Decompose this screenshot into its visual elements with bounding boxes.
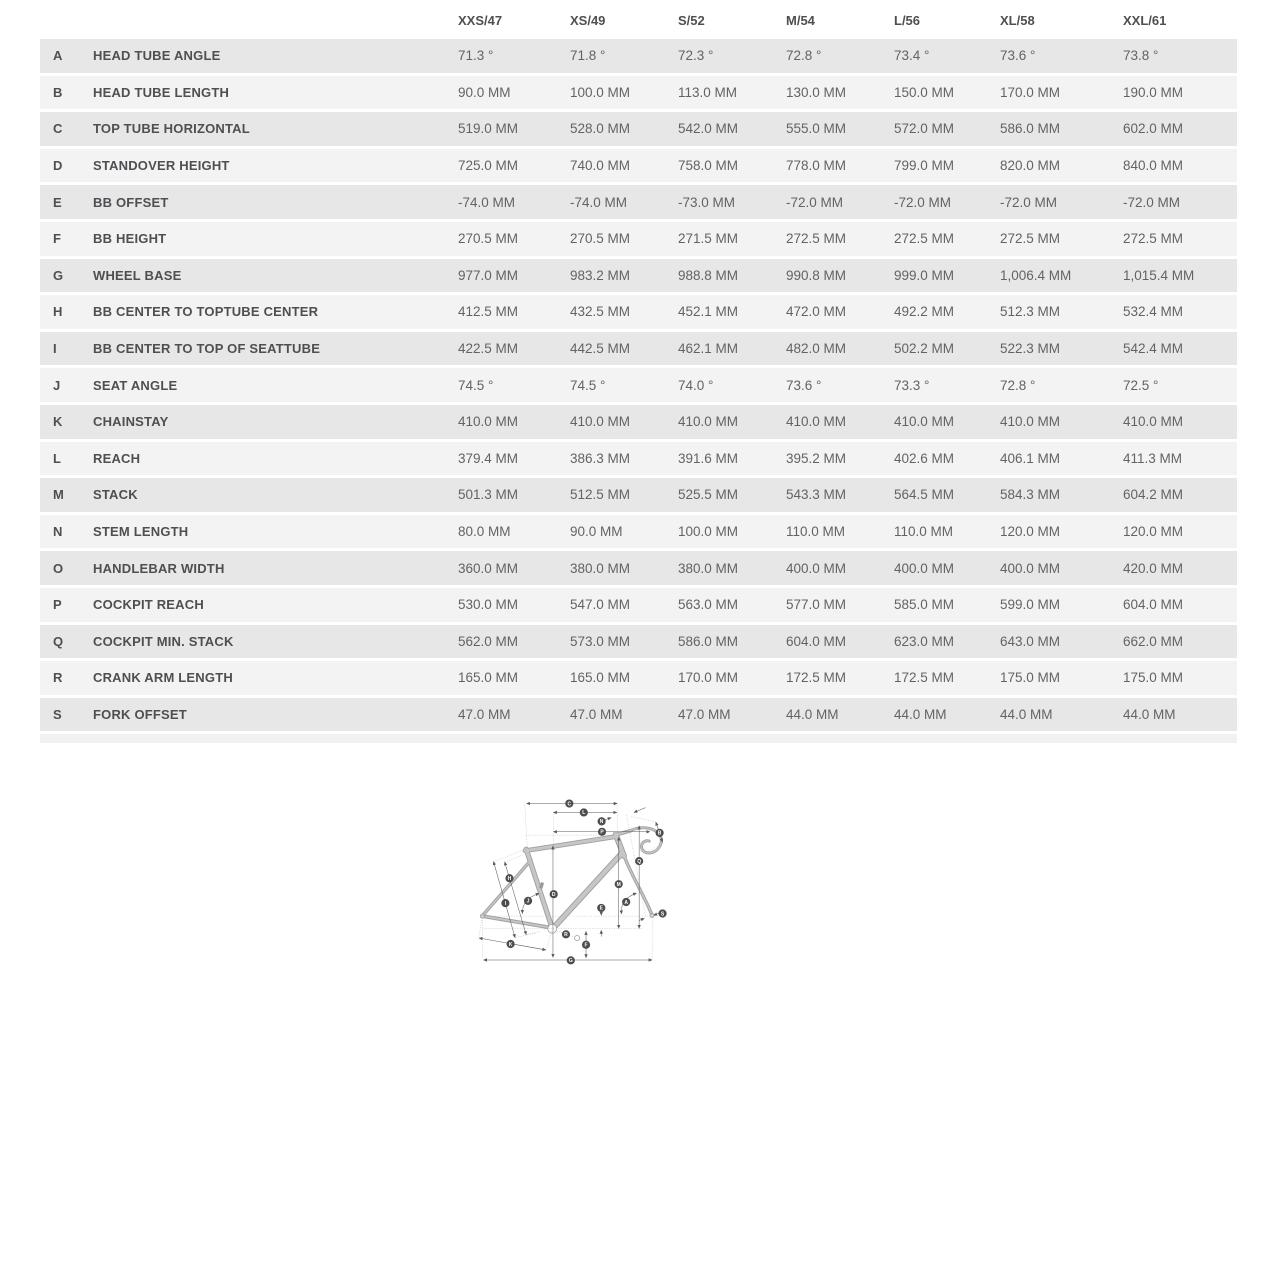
- row-value: 110.0 MM: [894, 524, 954, 540]
- row-value: 44.0 MM: [894, 706, 947, 722]
- row-value: -72.0 MM: [1123, 194, 1181, 210]
- row-value: 1,015.4 MM: [1123, 267, 1195, 283]
- row-value: 170.0 MM: [1000, 84, 1061, 100]
- row-key: G: [53, 267, 64, 283]
- dim-S-offset-arrow: [639, 918, 645, 920]
- row-value: -72.0 MM: [894, 194, 952, 210]
- row-label: BB OFFSET: [93, 194, 169, 210]
- marker-letter: M: [616, 881, 621, 888]
- row-value: 573.0 MM: [570, 633, 631, 649]
- row-value: 528.0 MM: [570, 121, 631, 137]
- row-key: N: [53, 524, 63, 540]
- row-value: -73.0 MM: [678, 194, 736, 210]
- row-key: D: [53, 158, 63, 174]
- marker-letter: S: [660, 911, 665, 918]
- table-row: [40, 259, 1237, 293]
- row-value: 165.0 MM: [458, 670, 519, 686]
- size-column-header: XXS/47: [458, 13, 503, 28]
- row-label: REACH: [93, 450, 141, 466]
- row-value: 472.0 MM: [786, 304, 847, 320]
- row-value: 44.0 MM: [786, 706, 839, 722]
- row-key: S: [53, 706, 62, 722]
- geometry-table: [40, 0, 1237, 743]
- table-row: [40, 515, 1237, 549]
- row-value: 400.0 MM: [786, 560, 847, 576]
- table-row: [40, 625, 1237, 659]
- size-column-header: M/54: [786, 13, 815, 28]
- row-value: 110.0 MM: [786, 524, 846, 540]
- row-value: 74.5 °: [458, 377, 494, 393]
- row-value: 400.0 MM: [1000, 560, 1061, 576]
- row-value: -72.0 MM: [786, 194, 844, 210]
- row-value: 604.2 MM: [1123, 487, 1184, 503]
- row-value: 406.1 MM: [1000, 450, 1061, 466]
- row-value: 564.5 MM: [894, 487, 955, 503]
- row-value: 512.5 MM: [570, 487, 631, 503]
- row-value: 643.0 MM: [1000, 633, 1061, 649]
- row-label: COCKPIT REACH: [93, 597, 204, 613]
- table-row: [40, 588, 1237, 622]
- bike-frame: [480, 828, 661, 941]
- row-value: 577.0 MM: [786, 597, 847, 613]
- marker-letter: K: [508, 941, 513, 948]
- dim-H-toptube-center: [505, 862, 527, 935]
- row-value: 391.6 MM: [678, 450, 739, 466]
- row-value: 410.0 MM: [1123, 414, 1184, 430]
- row-value: 410.0 MM: [1000, 414, 1061, 430]
- table-row: [40, 39, 1237, 73]
- row-key: Q: [53, 633, 64, 649]
- marker-letter: Q: [637, 858, 642, 865]
- row-value: 170.0 MM: [678, 670, 739, 686]
- row-value: 586.0 MM: [1000, 121, 1061, 137]
- marker-R: [562, 930, 570, 938]
- row-value: 72.3 °: [678, 48, 714, 64]
- marker-letter: G: [568, 958, 573, 965]
- row-key: F: [53, 231, 61, 247]
- marker-letter: F: [584, 942, 588, 949]
- row-value: 400.0 MM: [894, 560, 955, 576]
- row-value: 73.3 °: [894, 377, 930, 393]
- row-value: 988.8 MM: [678, 267, 739, 283]
- row-value: 532.4 MM: [1123, 304, 1184, 320]
- row-value: 492.2 MM: [894, 304, 955, 320]
- row-value: 555.0 MM: [786, 121, 847, 137]
- row-value: 602.0 MM: [1123, 121, 1184, 137]
- marker-letter: R: [564, 932, 568, 939]
- row-label: CHAINSTAY: [93, 414, 169, 430]
- row-value: 73.4 °: [894, 48, 930, 64]
- row-value: 73.8 °: [1123, 48, 1159, 64]
- row-key: R: [53, 670, 63, 686]
- row-value: 120.0 MM: [1000, 524, 1061, 540]
- row-value: 47.0 MM: [570, 706, 623, 722]
- table-row: [40, 368, 1237, 402]
- marker-N: [598, 817, 606, 825]
- marker-S: [658, 909, 666, 917]
- row-value: -74.0 MM: [570, 194, 628, 210]
- marker-G: [567, 956, 575, 964]
- row-value: 519.0 MM: [458, 121, 519, 137]
- row-label: WHEEL BASE: [93, 267, 182, 283]
- row-value: 820.0 MM: [1000, 158, 1061, 174]
- row-value: 73.6 °: [1000, 48, 1036, 64]
- row-value: 990.8 MM: [786, 267, 847, 283]
- row-value: 502.2 MM: [894, 341, 955, 357]
- row-label: STEM LENGTH: [93, 524, 189, 540]
- row-label: HANDLEBAR WIDTH: [93, 560, 225, 576]
- marker-A: [622, 898, 630, 906]
- row-value: 190.0 MM: [1123, 84, 1184, 100]
- table-row: [40, 478, 1237, 512]
- row-value: 71.8 °: [570, 48, 606, 64]
- row-value: 452.1 MM: [678, 304, 739, 320]
- row-value: 47.0 MM: [458, 706, 511, 722]
- row-value: 799.0 MM: [894, 158, 955, 174]
- marker-letter: D: [551, 891, 556, 898]
- row-value: 572.0 MM: [894, 121, 955, 137]
- row-label: TOP TUBE HORIZONTAL: [93, 121, 250, 137]
- marker-F: [582, 941, 590, 949]
- row-value: -74.0 MM: [458, 194, 516, 210]
- row-value: 402.6 MM: [894, 450, 955, 466]
- size-column-header: L/56: [894, 13, 921, 28]
- row-value: 360.0 MM: [458, 560, 519, 576]
- row-value: 562.0 MM: [458, 633, 519, 649]
- table-row: [40, 149, 1237, 183]
- size-header-row: [40, 0, 1237, 39]
- row-value: 386.3 MM: [570, 450, 631, 466]
- row-label: CRANK ARM LENGTH: [93, 670, 233, 686]
- row-value: 395.2 MM: [786, 450, 847, 466]
- row-value: 432.5 MM: [570, 304, 631, 320]
- size-column-header: XXL/61: [1123, 13, 1167, 28]
- dim-steering-axis-pointer: [634, 808, 646, 813]
- row-value: 175.0 MM: [1123, 670, 1184, 686]
- marker-J: [524, 897, 532, 905]
- row-value: 542.0 MM: [678, 121, 739, 137]
- row-value: 272.5 MM: [786, 231, 847, 247]
- row-value: 74.5 °: [570, 377, 606, 393]
- row-value: 442.5 MM: [570, 341, 631, 357]
- table-row: [40, 698, 1237, 732]
- row-value: 778.0 MM: [786, 158, 847, 174]
- row-value: 130.0 MM: [786, 84, 847, 100]
- marker-P: [598, 828, 606, 836]
- row-value: 71.3 °: [458, 48, 494, 64]
- row-label: COCKPIT MIN. STACK: [93, 633, 234, 649]
- row-value: 662.0 MM: [1123, 633, 1184, 649]
- row-value: 100.0 MM: [570, 84, 631, 100]
- marker-B: [656, 829, 664, 837]
- row-label: BB HEIGHT: [93, 231, 167, 247]
- row-value: 501.3 MM: [458, 487, 519, 503]
- row-value: 420.0 MM: [1123, 560, 1184, 576]
- table-row: [40, 185, 1237, 219]
- frame-geometry-diagram: [375, 795, 910, 1270]
- pedal-spindle: [575, 935, 580, 940]
- row-value: 272.5 MM: [894, 231, 955, 247]
- row-key: I: [53, 341, 57, 357]
- row-value: 840.0 MM: [1123, 158, 1184, 174]
- table-footer-strip: [40, 734, 1237, 743]
- row-label: SEAT ANGLE: [93, 377, 178, 393]
- row-value: 604.0 MM: [1123, 597, 1184, 613]
- row-value: 586.0 MM: [678, 633, 739, 649]
- table-row: [40, 222, 1237, 256]
- row-value: 542.4 MM: [1123, 341, 1184, 357]
- size-column-header: XS/49: [570, 13, 606, 28]
- diagram-letter-markers: [501, 799, 666, 964]
- row-value: 543.3 MM: [786, 487, 847, 503]
- marker-letter: J: [526, 898, 530, 905]
- marker-letter: E: [599, 905, 603, 912]
- row-value: 410.0 MM: [458, 414, 519, 430]
- row-key: O: [53, 560, 64, 576]
- marker-K: [507, 940, 515, 948]
- row-key: M: [53, 487, 64, 503]
- row-value: 380.0 MM: [570, 560, 631, 576]
- row-value: 410.0 MM: [570, 414, 631, 430]
- row-value: 422.5 MM: [458, 341, 519, 357]
- row-value: 271.5 MM: [678, 231, 739, 247]
- row-value: 165.0 MM: [570, 670, 631, 686]
- row-value: 73.6 °: [786, 377, 822, 393]
- row-value: 44.0 MM: [1123, 706, 1176, 722]
- marker-L: [580, 808, 588, 816]
- row-value: 379.4 MM: [458, 450, 519, 466]
- dim-N-stem-pointer: [605, 818, 612, 820]
- row-value: 410.0 MM: [894, 414, 955, 430]
- table-row: [40, 442, 1237, 476]
- row-key: J: [53, 377, 61, 393]
- row-value: 150.0 MM: [894, 84, 955, 100]
- marker-Q: [635, 857, 643, 865]
- marker-H: [505, 874, 513, 882]
- frame-diagram-svg: [375, 795, 910, 1265]
- marker-letter: H: [507, 876, 512, 883]
- row-value: 522.3 MM: [1000, 341, 1061, 357]
- marker-letter: P: [600, 829, 604, 836]
- row-label: FORK OFFSET: [93, 706, 187, 722]
- marker-letter: L: [582, 810, 586, 817]
- geometry-rows: [40, 39, 1237, 731]
- marker-letter: C: [567, 801, 572, 808]
- row-value: -72.0 MM: [1000, 194, 1058, 210]
- row-value: 172.5 MM: [786, 670, 847, 686]
- row-value: 462.1 MM: [678, 341, 739, 357]
- table-row: [40, 405, 1237, 439]
- marker-letter: N: [599, 819, 604, 826]
- row-value: 512.3 MM: [1000, 304, 1061, 320]
- row-key: B: [53, 84, 63, 100]
- row-value: 100.0 MM: [678, 524, 739, 540]
- row-value: 72.5 °: [1123, 377, 1159, 393]
- size-column-header: S/52: [678, 13, 705, 28]
- row-value: 120.0 MM: [1123, 524, 1184, 540]
- row-value: 410.0 MM: [678, 414, 739, 430]
- marker-C: [565, 799, 573, 807]
- marker-M: [615, 880, 623, 888]
- row-key: L: [53, 450, 61, 466]
- row-label: HEAD TUBE LENGTH: [93, 84, 230, 100]
- row-value: 412.5 MM: [458, 304, 519, 320]
- row-value: 758.0 MM: [678, 158, 739, 174]
- table-row: [40, 112, 1237, 146]
- table-row: [40, 76, 1237, 110]
- row-key: K: [53, 414, 63, 430]
- row-value: 563.0 MM: [678, 597, 739, 613]
- row-value: 272.5 MM: [1000, 231, 1061, 247]
- row-key: P: [53, 597, 62, 613]
- row-value: 74.0 °: [678, 377, 714, 393]
- row-value: 999.0 MM: [894, 267, 955, 283]
- row-value: 80.0 MM: [458, 524, 511, 540]
- size-column-header: XL/58: [1000, 13, 1035, 28]
- table-row: [40, 661, 1237, 695]
- row-label: BB CENTER TO TOP OF SEATTUBE: [93, 341, 321, 357]
- row-value: 1,006.4 MM: [1000, 267, 1072, 283]
- row-value: 113.0 MM: [678, 84, 738, 100]
- row-value: 584.3 MM: [1000, 487, 1061, 503]
- row-value: 72.8 °: [786, 48, 822, 64]
- marker-letter: A: [624, 899, 628, 906]
- row-key: H: [53, 304, 63, 320]
- row-key: C: [53, 121, 63, 137]
- row-value: 175.0 MM: [1000, 670, 1061, 686]
- row-value: 172.5 MM: [894, 670, 955, 686]
- row-value: 270.5 MM: [458, 231, 519, 247]
- row-value: 410.0 MM: [786, 414, 847, 430]
- row-value: 599.0 MM: [1000, 597, 1061, 613]
- row-value: 380.0 MM: [678, 560, 739, 576]
- row-value: 623.0 MM: [894, 633, 955, 649]
- row-value: 740.0 MM: [570, 158, 631, 174]
- table-row: [40, 295, 1237, 329]
- row-value: 482.0 MM: [786, 341, 847, 357]
- row-value: 604.0 MM: [786, 633, 847, 649]
- row-value: 530.0 MM: [458, 597, 519, 613]
- row-value: 90.0 MM: [570, 524, 623, 540]
- row-value: 547.0 MM: [570, 597, 631, 613]
- marker-letter: B: [657, 830, 662, 837]
- marker-I: [501, 899, 509, 907]
- row-value: 272.5 MM: [1123, 231, 1184, 247]
- row-value: 270.5 MM: [570, 231, 631, 247]
- marker-D: [550, 890, 558, 898]
- row-value: 983.2 MM: [570, 267, 631, 283]
- row-value: 44.0 MM: [1000, 706, 1053, 722]
- table-row: [40, 551, 1237, 585]
- row-value: 725.0 MM: [458, 158, 519, 174]
- row-value: 977.0 MM: [458, 267, 519, 283]
- row-label: HEAD TUBE ANGLE: [93, 48, 221, 64]
- row-label: STANDOVER HEIGHT: [93, 158, 230, 174]
- row-value: 72.8 °: [1000, 377, 1036, 393]
- row-key: E: [53, 194, 62, 210]
- table-row: [40, 332, 1237, 366]
- marker-E: [597, 904, 605, 912]
- row-label: BB CENTER TO TOPTUBE CENTER: [93, 304, 319, 320]
- row-label: STACK: [93, 487, 138, 503]
- row-value: 90.0 MM: [458, 84, 511, 100]
- row-value: 525.5 MM: [678, 487, 739, 503]
- marker-letter: I: [504, 900, 507, 907]
- row-key: A: [53, 48, 63, 64]
- row-value: 585.0 MM: [894, 597, 955, 613]
- row-value: 47.0 MM: [678, 706, 731, 722]
- row-value: 411.3 MM: [1123, 450, 1183, 466]
